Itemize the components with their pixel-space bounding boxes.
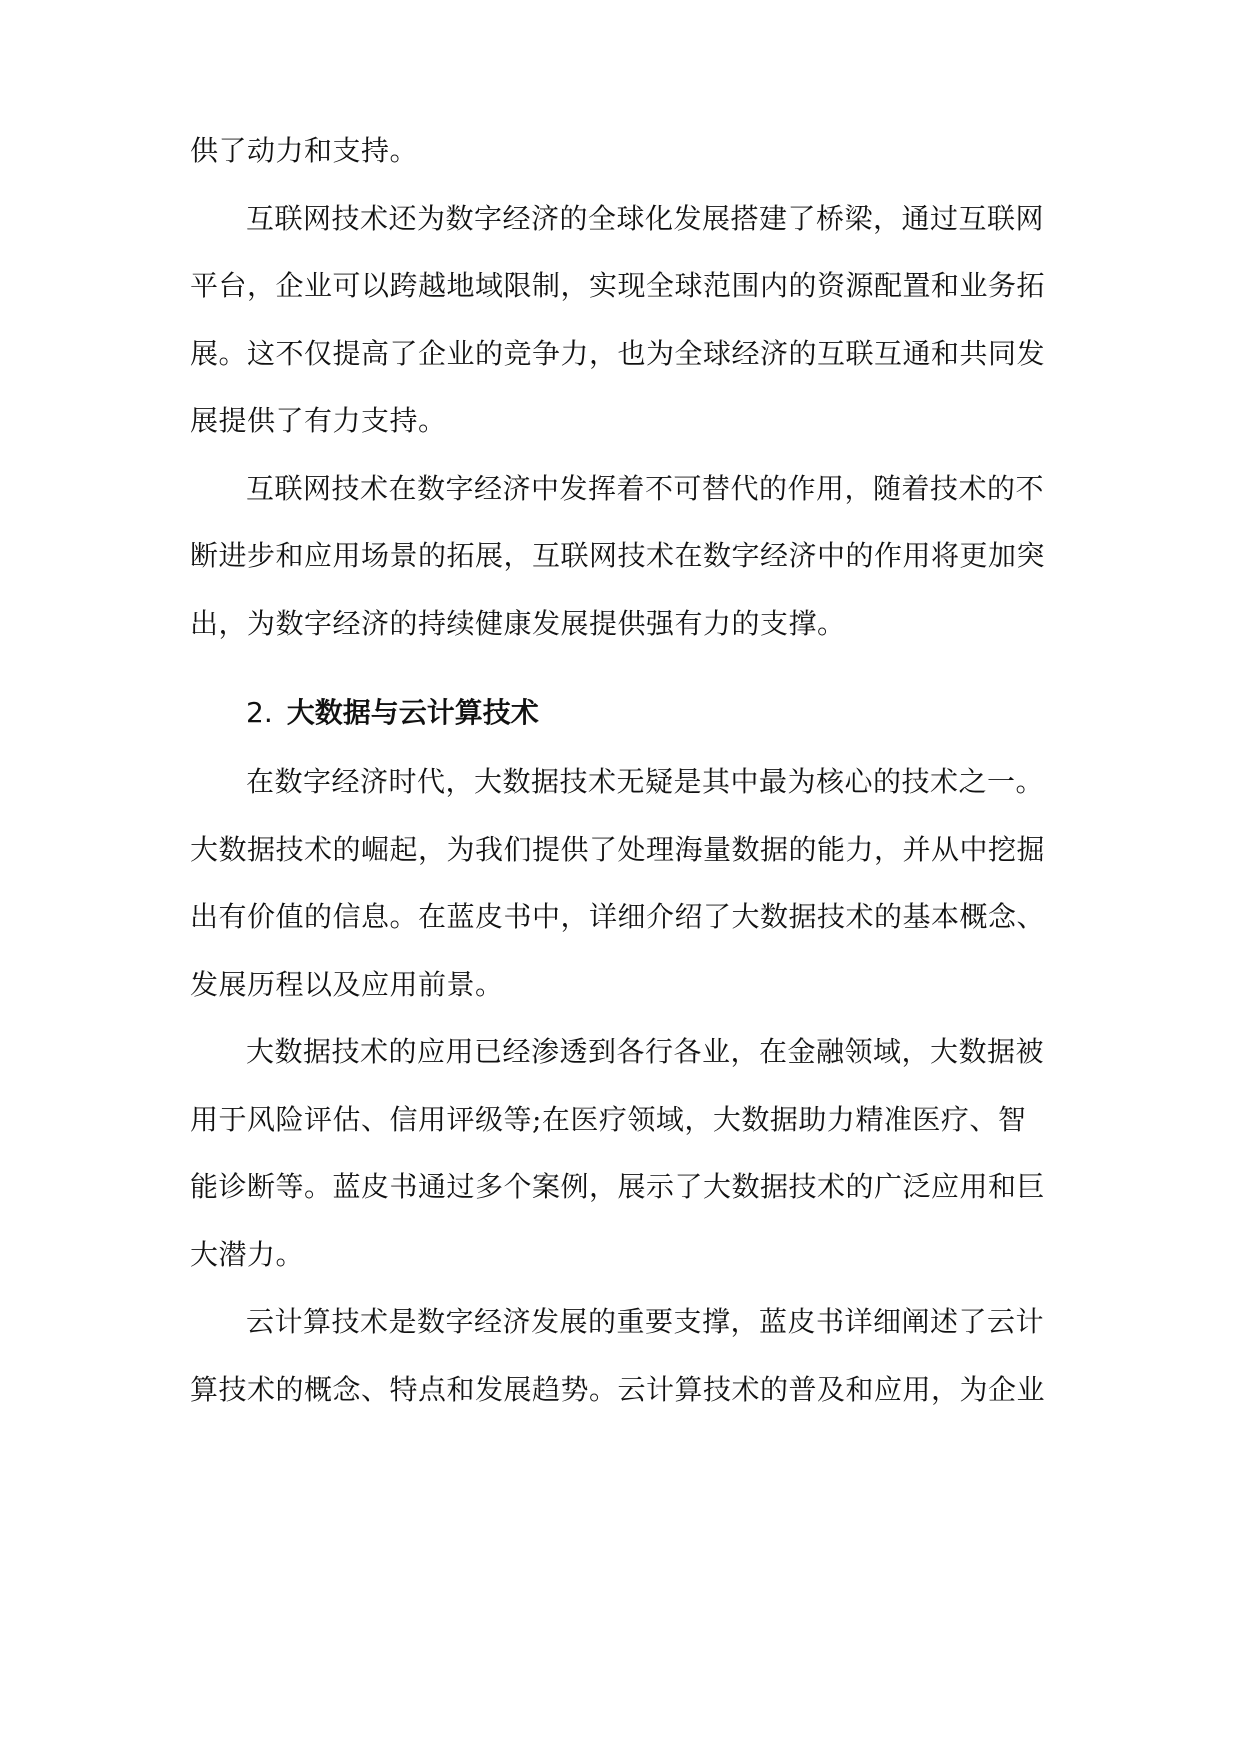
paragraph-line: 断进步和应用场景的拓展，互联网技术在数字经济中的作用将更加突 [190,539,1046,572]
paragraph-line: 发展历程以及应用前景。 [190,968,504,1001]
paragraph-line: 大数据技术的崛起，为我们提供了处理海量数据的能力，并从中挖掘 [190,833,1046,866]
paragraph-line: 算技术的概念、特点和发展趋势。云计算技术的普及和应用，为企业 [190,1373,1046,1406]
paragraph-line: 云计算技术是数字经济发展的重要支撑，蓝皮书详细阐述了云计 [246,1305,1045,1338]
paragraph-line: 互联网技术在数字经济中发挥着不可替代的作用，随着技术的不 [246,472,1045,505]
paragraph-line: 出有价值的信息。在蓝皮书中，详细介绍了大数据技术的基本概念、 [190,900,1046,933]
paragraph-line: 大数据技术的应用已经渗透到各行各业，在金融领域，大数据被 [246,1035,1045,1068]
paragraph-line: 出，为数字经济的持续健康发展提供强有力的支撑。 [190,607,846,640]
paragraph-line: 大潜力。 [190,1238,305,1271]
section-number: 2. [246,696,273,729]
paragraph-line: 平台，企业可以跨越地域限制，实现全球范围内的资源配置和业务拓 [190,269,1046,302]
paragraph-line: 能诊断等。蓝皮书通过多个案例，展示了大数据技术的广泛应用和巨 [190,1170,1046,1203]
paragraph-line: 互联网技术还为数字经济的全球化发展搭建了桥梁，通过互联网 [246,202,1045,235]
section-title: 大数据与云计算技术 [286,696,539,729]
paragraph-line: 在数字经济时代，大数据技术无疑是其中最为核心的技术之一。 [246,765,1045,798]
paragraph-line: 展。这不仅提高了企业的竞争力，也为全球经济的互联互通和共同发 [190,337,1046,370]
paragraph-line: 供了动力和支持。 [190,134,419,167]
section-heading [246,693,539,733]
paragraph-line: 用于风险评估、信用评级等;在医疗领域，大数据助力精准医疗、智 [190,1103,1027,1136]
paragraph-line: 展提供了有力支持。 [190,404,447,437]
